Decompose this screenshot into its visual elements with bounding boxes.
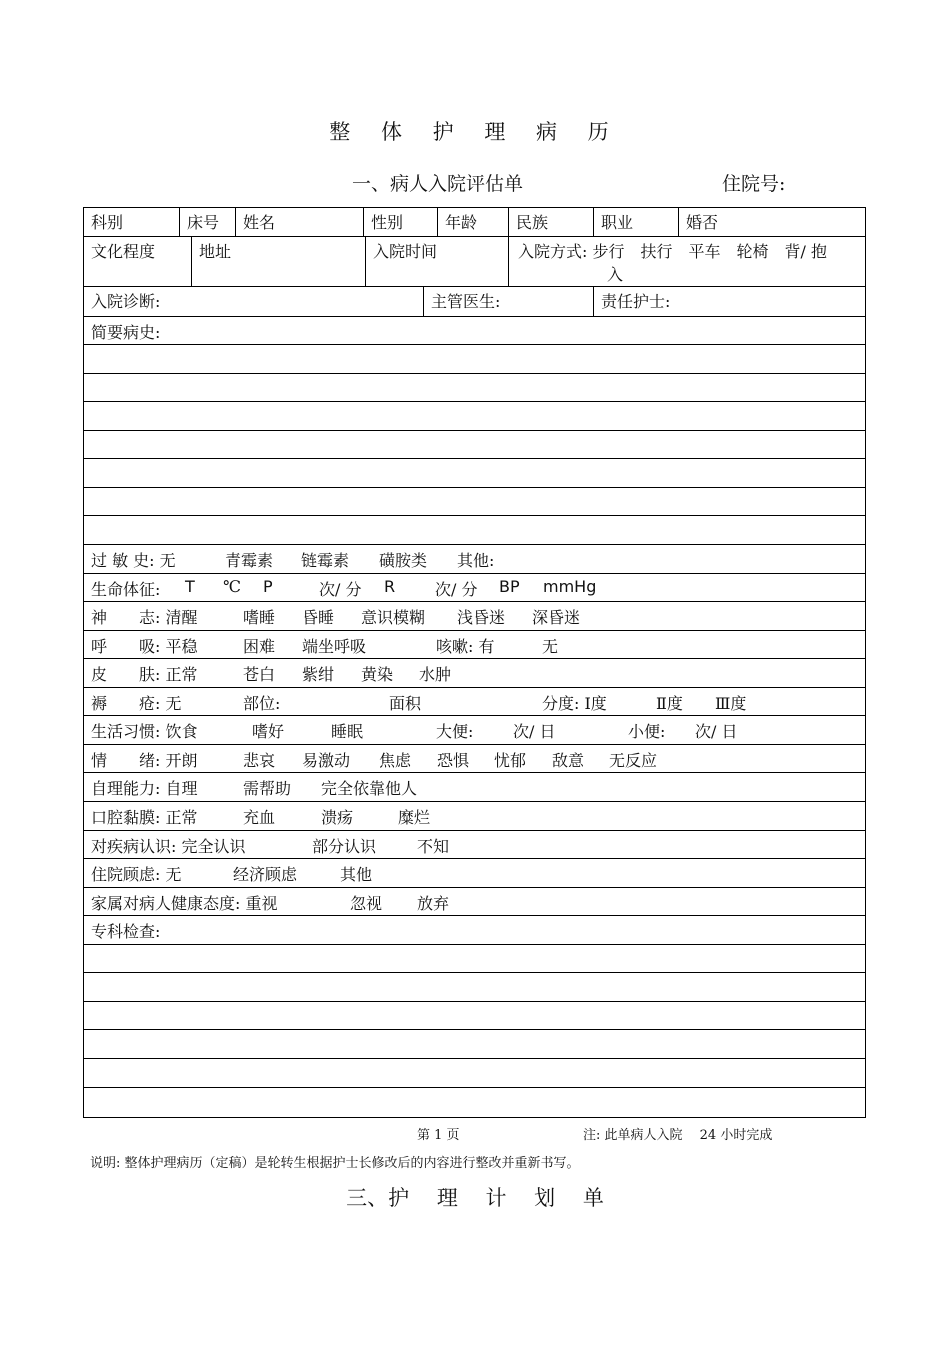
gender-field[interactable]: 性别 [364,208,438,236]
specialty-blank-line[interactable] [84,1059,865,1088]
department-field[interactable]: 科别 [84,208,180,236]
breathing-difficult: 困难 [243,637,276,656]
consciousness-light-coma: 浅昏迷 [457,608,506,627]
concerns-other: 其他 [340,865,373,884]
oral-erosion: 糜烂 [398,808,431,827]
concerns-row [84,859,865,888]
cough-yes: 咳嗽: 有 [436,637,495,656]
explanation-note: 说明: 整体护理病历（定稿）是轮转生根据护士长修改后的内容进行整改并重新书写。 [90,1156,580,1171]
skin-row [84,659,865,688]
admit-mode-options: 入院方式: 步行 扶行 平车 轮椅 背/ 抱 [518,242,827,261]
marital-status-field[interactable]: 婚否 [686,213,719,232]
attending-doctor-field[interactable]: 主管医生: [424,287,594,316]
disease-awareness-row [84,831,865,859]
disease-awareness-label: 对疾病认识: 完全认识 [91,837,246,856]
pressure-sore-grade-1: 分度: Ⅰ度 [542,694,607,713]
history-blank-line[interactable] [84,488,865,516]
habits-sleep: 睡眠 [331,722,364,741]
specialty-blank-line[interactable] [84,1030,865,1059]
self-care-label: 自理能力: 自理 [91,779,198,798]
mood-fearful: 恐惧 [437,751,470,770]
vitals-row [84,574,865,602]
habits-row [84,716,865,745]
allergy-row [84,545,865,574]
habits-hobbies: 嗜好 [252,722,285,741]
vitals-blood-pressure: BP [499,577,520,596]
specialty-blank-line[interactable] [84,945,865,973]
address-field[interactable]: 地址 [192,237,366,286]
family-attitude-row [84,888,865,916]
allergy-penicillin: 青霉素 [225,551,274,570]
pressure-sore-grade-2: Ⅱ度 [656,694,683,713]
oral-mucosa-label: 口腔黏膜: 正常 [91,808,198,827]
mood-label: 情 绪: 开朗 [91,751,198,770]
consciousness-lethargic: 昏睡 [302,608,335,627]
cough-no: 无 [542,637,559,656]
history-label: 简要病史: [91,323,161,342]
skin-label: 皮 肤: 正常 [91,665,198,684]
vitals-celsius-unit: ℃ [223,577,241,596]
admission-number-label: 住院号: [722,173,786,195]
concerns-label: 住院顾虑: 无 [91,865,182,884]
history-blank-line[interactable] [84,516,865,545]
basic-info-row-1 [84,208,865,237]
mood-hostile: 敌意 [552,751,585,770]
vitals-respiration: R [384,577,396,596]
specialty-blank-line[interactable] [84,1088,865,1117]
awareness-partial: 部分认识 [312,837,377,856]
breathing-label: 呼 吸: 平稳 [91,637,198,656]
diagnosis-row [84,287,865,317]
history-blank-line[interactable] [84,402,865,431]
specialty-blank-line[interactable] [84,973,865,1002]
ethnicity-field[interactable]: 民族 [509,208,594,236]
family-abandon: 放弃 [417,894,450,913]
admit-mode-wrap: 入 [607,265,624,284]
pressure-sore-grade-3: Ⅲ度 [715,694,747,713]
section-title: 一、病人入院评估单 [352,173,524,195]
skin-cyanosis: 紫绀 [302,665,335,684]
nursing-plan-title: 三、护 理 计 划 单 [346,1186,604,1210]
consciousness-confused: 意识模糊 [361,608,426,627]
vitals-respiration-unit: 次/ 分 [435,580,478,599]
self-care-dependent: 完全依靠他人 [321,779,418,798]
self-care-row [84,773,865,802]
occupation-field[interactable]: 职业 [594,208,679,236]
page-number: 第 1 页 [417,1128,460,1143]
mood-unresponsive: 无反应 [609,751,658,770]
history-blank-line[interactable] [84,431,865,459]
habits-stool: 大便: [436,722,474,741]
habits-urine-unit: 次/ 日 [695,722,738,741]
diagnosis-field[interactable]: 入院诊断: [84,287,424,316]
pressure-sore-site: 部位: [243,694,281,713]
allergy-other: 其他: [457,551,495,570]
habits-urine: 小便: [628,722,666,741]
basic-info-row-2 [84,237,865,287]
skin-pale: 苍白 [243,665,276,684]
admission-assessment-form [83,207,866,1118]
completion-note: 注: 此单病人入院 24 小时完成 [583,1128,773,1143]
bed-number-field[interactable]: 床号 [180,208,236,236]
habits-label: 生活习惯: 饮食 [91,722,198,741]
admit-mode-field[interactable] [509,237,867,286]
history-blank-line[interactable] [84,374,865,402]
pressure-sore-row [84,688,865,716]
vitals-label: 生命体征: [91,580,161,599]
pressure-sore-area: 面积 [389,694,422,713]
habits-stool-unit: 次/ 日 [513,722,556,741]
history-blank-line[interactable] [84,459,865,488]
consciousness-drowsy: 嗜睡 [243,608,276,627]
age-field[interactable]: 年龄 [438,208,509,236]
mood-depressed: 忧郁 [494,751,527,770]
consciousness-deep-coma: 深昏迷 [532,608,581,627]
consciousness-label: 神 志: 清醒 [91,608,198,627]
pressure-sore-label: 褥 疮: 无 [91,694,182,713]
mood-irritable: 易激动 [302,751,351,770]
consciousness-row [84,602,865,631]
allergy-label: 过 敏 史: 无 [91,551,176,570]
mood-row [84,745,865,773]
specialty-blank-line[interactable] [84,1002,865,1030]
skin-edema: 水肿 [419,665,452,684]
vitals-pulse: P [263,577,273,596]
breathing-row [84,631,865,659]
history-blank-line[interactable] [84,345,865,374]
specialty-exam-label: 专科检查: [91,922,161,941]
breathing-orthopnea: 端坐呼吸 [302,637,367,656]
responsible-nurse-field[interactable]: 责任护士: [601,292,671,311]
education-field[interactable]: 文化程度 [84,237,192,286]
admit-time-field[interactable]: 入院时间 [366,237,509,286]
awareness-unknown: 不知 [417,837,450,856]
oral-mucosa-row [84,802,865,831]
mood-anxious: 焦虑 [379,751,412,770]
self-care-needs-help: 需帮助 [243,779,292,798]
allergy-sulfonamide: 磺胺类 [379,551,428,570]
skin-jaundice: 黄染 [361,665,394,684]
allergy-streptomycin: 链霉素 [301,551,350,570]
vitals-pulse-unit: 次/ 分 [319,580,362,599]
concerns-economic: 经济顾虑 [233,865,298,884]
oral-congestion: 充血 [243,808,276,827]
oral-ulcer: 溃疡 [321,808,354,827]
family-ignore: 忽视 [350,894,383,913]
page-title: 整 体 护 理 病 历 [329,120,621,144]
specialty-exam-label-row [84,916,865,945]
vitals-mmhg-unit: mmHg [543,577,597,596]
history-label-row [84,317,865,345]
mood-sad: 悲哀 [243,751,276,770]
name-field[interactable]: 姓名 [236,208,364,236]
family-attitude-label: 家属对病人健康态度: 重视 [91,894,278,913]
vitals-temperature: T [185,577,195,596]
